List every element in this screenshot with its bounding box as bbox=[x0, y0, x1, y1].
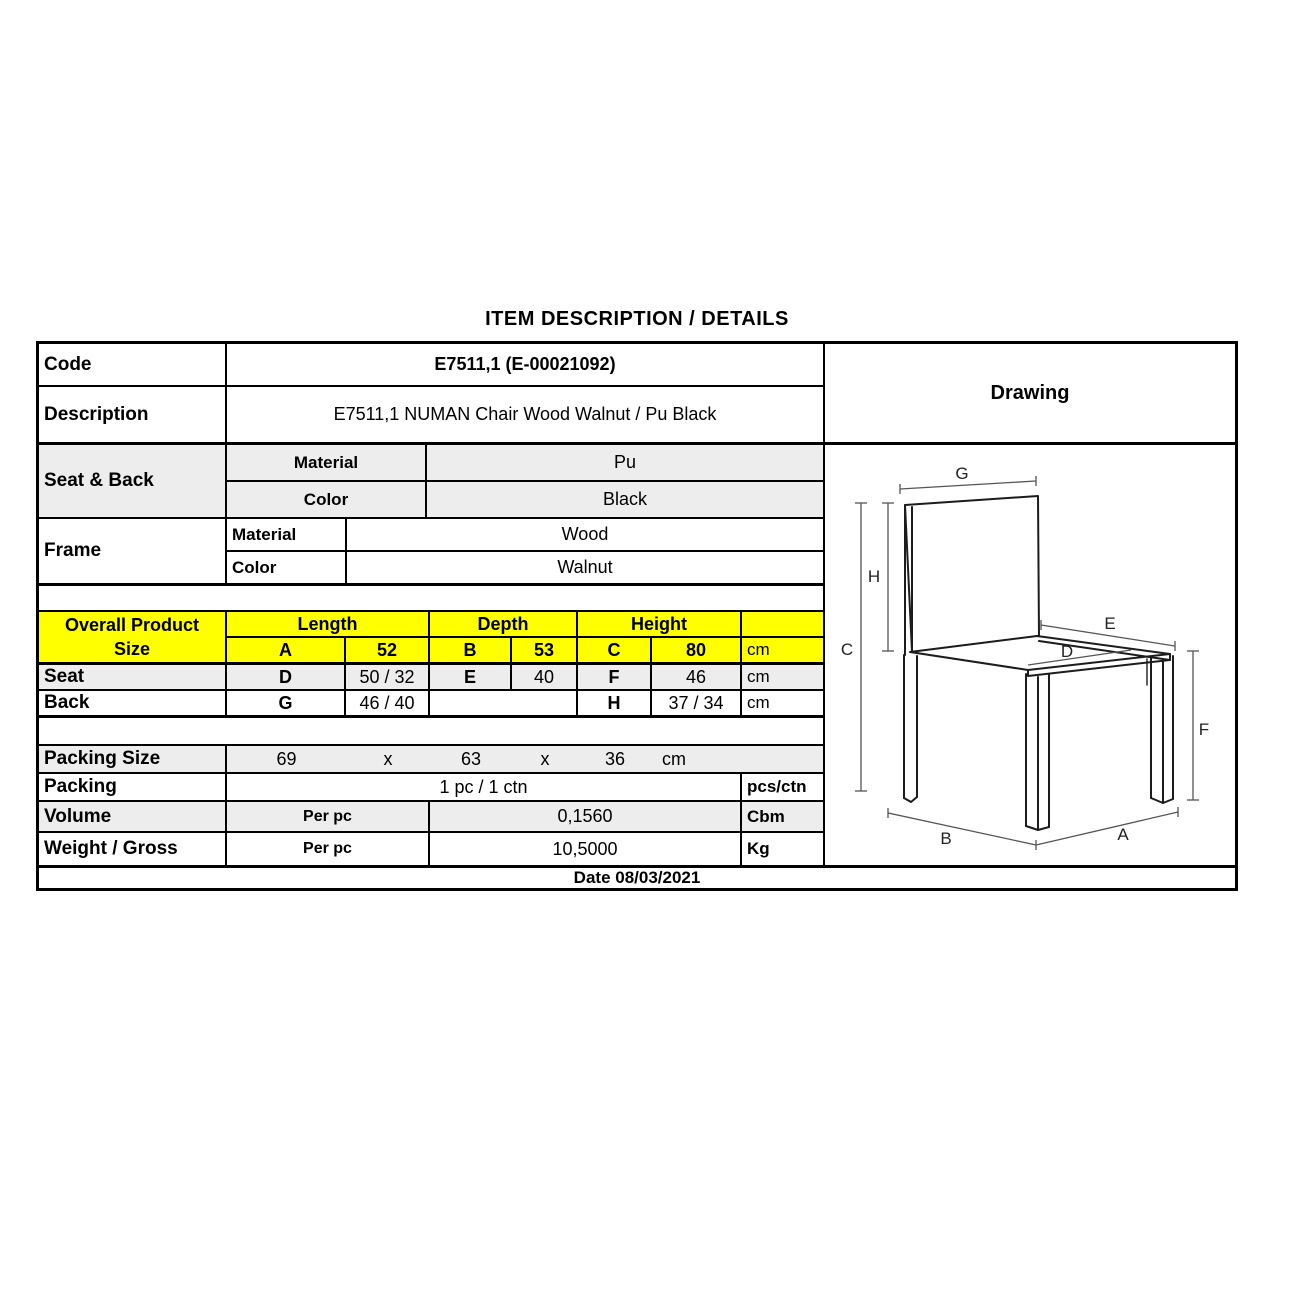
table-row-seat bbox=[39, 665, 823, 691]
frame-material-value: Wood bbox=[561, 524, 609, 544]
frame-color-value: Walnut bbox=[557, 557, 613, 577]
frame-color-label: Color bbox=[227, 552, 347, 583]
description-value: E7511,1 NUMAN Chair Wood Walnut / Pu Black bbox=[333, 404, 717, 424]
packing-unit: pcs/ctn bbox=[747, 777, 807, 796]
overall-c-value: 80 bbox=[652, 638, 742, 662]
frame-label: Frame bbox=[39, 519, 227, 583]
table-row-code bbox=[39, 344, 823, 387]
back-h-key: H bbox=[578, 691, 652, 715]
section-frame bbox=[39, 519, 823, 586]
packing-size-dim2: 63 bbox=[460, 748, 482, 769]
seat-back-color-value: Black bbox=[602, 489, 647, 509]
dim-label-e: E bbox=[1104, 614, 1116, 633]
overall-size-label bbox=[39, 612, 227, 662]
back-g-value: 46 / 40 bbox=[346, 691, 430, 715]
back-g-key: G bbox=[227, 691, 346, 715]
seat-back-color-label: Color bbox=[227, 482, 427, 517]
back-depth-empty-cell bbox=[430, 691, 578, 715]
page-title: ITEM DESCRIPTION / DETAILS bbox=[485, 308, 789, 330]
dim-label-c: C bbox=[840, 640, 854, 659]
overall-unit: cm bbox=[747, 640, 770, 659]
code-value: E7511,1 (E-00021092) bbox=[434, 354, 616, 374]
packing-size-sep1: x bbox=[383, 748, 393, 769]
chair-line-drawing bbox=[825, 445, 1235, 865]
section-seat-back bbox=[39, 445, 823, 519]
dim-label-f: F bbox=[1198, 720, 1210, 739]
spacer-row-2 bbox=[39, 718, 823, 746]
seat-back-material-label: Material bbox=[227, 445, 427, 480]
volume-basis: Per pc bbox=[227, 802, 430, 831]
packing-label: Packing bbox=[39, 774, 227, 800]
dim-label-h: H bbox=[867, 567, 881, 586]
overall-a-value: 52 bbox=[346, 638, 430, 662]
size-header-empty-cell bbox=[742, 612, 823, 636]
seat-f-value: 46 bbox=[652, 665, 742, 689]
item-details-table bbox=[36, 341, 1238, 891]
chair-drawing bbox=[825, 445, 1235, 865]
table-row-packing-size bbox=[39, 746, 823, 774]
seat-e-value: 40 bbox=[512, 665, 578, 689]
date-text: Date 08/03/2021 bbox=[573, 868, 701, 887]
table-row-date bbox=[39, 865, 1235, 888]
overall-c-key: C bbox=[578, 638, 652, 662]
overall-size-label-line2: Size bbox=[113, 639, 151, 659]
dim-label-a: A bbox=[1117, 825, 1129, 844]
drawing-section bbox=[825, 344, 1235, 865]
dim-label-d: D bbox=[1060, 642, 1074, 661]
volume-value: 0,1560 bbox=[430, 802, 742, 831]
volume-unit: Cbm bbox=[747, 806, 785, 826]
details-section bbox=[39, 344, 825, 865]
seat-back-label: Seat & Back bbox=[39, 445, 227, 517]
back-h-value: 37 / 34 bbox=[652, 691, 742, 715]
code-label: Code bbox=[39, 344, 227, 385]
overall-b-key: B bbox=[430, 638, 512, 662]
height-header: Height bbox=[578, 612, 742, 636]
weight-value: 10,5000 bbox=[430, 833, 742, 865]
packing-size-empty bbox=[742, 746, 823, 772]
table-row-volume bbox=[39, 802, 823, 833]
seat-back-material-value: Pu bbox=[613, 452, 637, 472]
packing-size-dim1: 69 bbox=[276, 748, 297, 769]
seat-f-key: F bbox=[578, 665, 652, 689]
packing-value: 1 pc / 1 ctn bbox=[227, 774, 742, 800]
seat-unit: cm bbox=[747, 667, 770, 686]
table-row-description bbox=[39, 387, 823, 445]
table-row-back bbox=[39, 691, 823, 718]
table-row-packing bbox=[39, 774, 823, 802]
packing-size-dim3: 36 bbox=[604, 748, 626, 769]
depth-header: Depth bbox=[430, 612, 578, 636]
seat-d-value: 50 / 32 bbox=[346, 665, 430, 689]
back-label: Back bbox=[39, 691, 227, 715]
seat-e-key: E bbox=[430, 665, 512, 689]
overall-a-key: A bbox=[227, 638, 346, 662]
overall-b-value: 53 bbox=[512, 638, 578, 662]
volume-label: Volume bbox=[39, 802, 227, 831]
packing-size-label: Packing Size bbox=[39, 746, 227, 772]
packing-size-sep2: x bbox=[540, 748, 550, 769]
frame-material-label: Material bbox=[227, 519, 347, 550]
back-unit: cm bbox=[747, 693, 770, 712]
chair-backrest bbox=[905, 496, 1039, 652]
weight-unit: Kg bbox=[747, 839, 770, 858]
weight-label: Weight / Gross bbox=[39, 833, 227, 865]
description-label: Description bbox=[39, 387, 227, 442]
dim-label-g: G bbox=[955, 464, 969, 483]
packing-size-unit: cm bbox=[662, 748, 686, 769]
weight-basis: Per pc bbox=[227, 833, 430, 865]
seat-d-key: D bbox=[227, 665, 346, 689]
spacer-row-1 bbox=[39, 586, 823, 612]
seat-label: Seat bbox=[39, 665, 227, 689]
dim-label-b: B bbox=[940, 829, 952, 848]
table-row-weight bbox=[39, 833, 823, 865]
drawing-header: Drawing bbox=[825, 344, 1235, 445]
length-header: Length bbox=[227, 612, 430, 636]
section-overall-size bbox=[39, 612, 823, 665]
overall-size-label-line1: Overall Product bbox=[64, 614, 200, 635]
